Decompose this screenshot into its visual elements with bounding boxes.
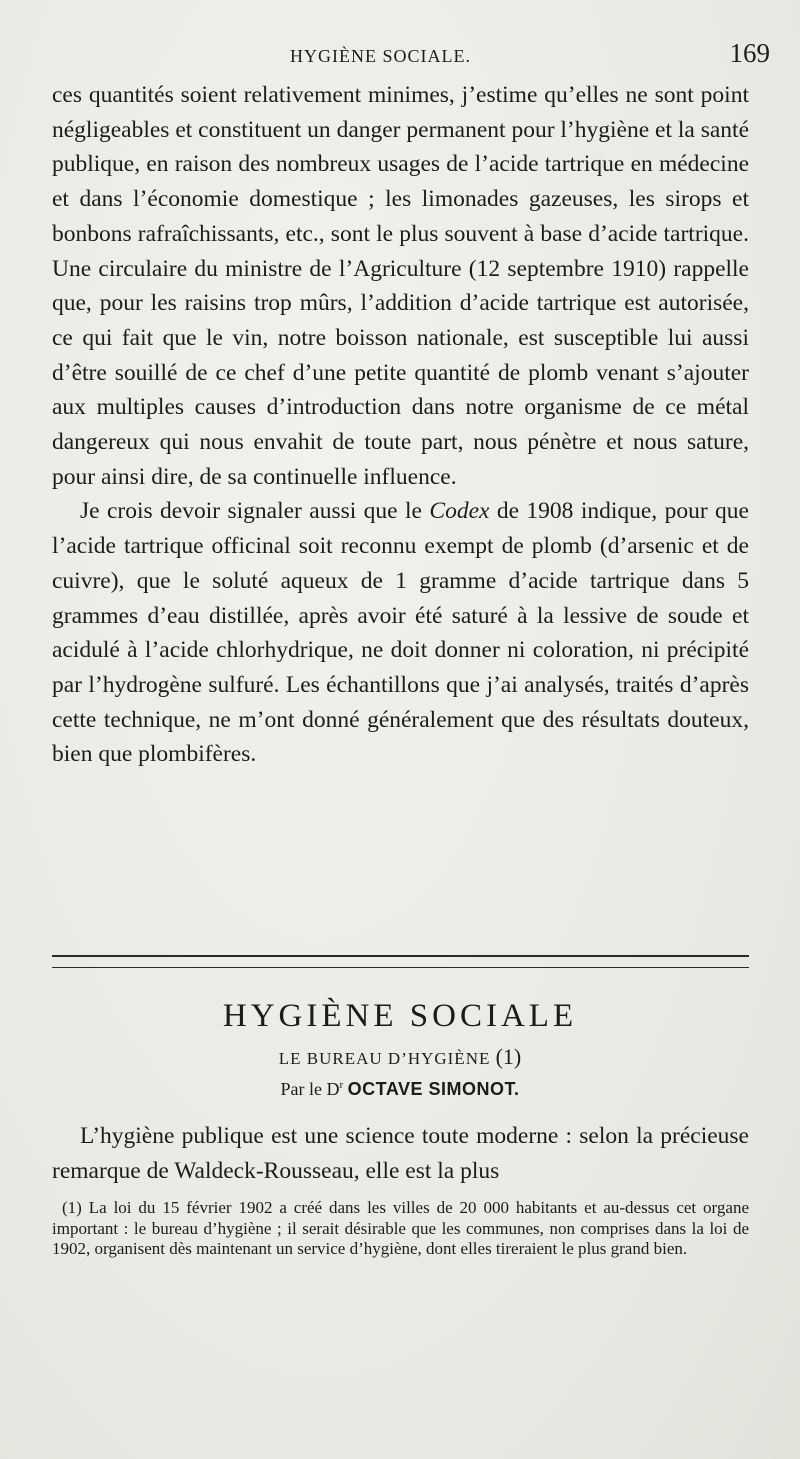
byline (0, 1079, 800, 1100)
footnote-marker: (1) (495, 1044, 522, 1069)
paragraph-codex (52, 494, 749, 772)
byline-prefix-text: Par le D (280, 1079, 340, 1099)
section-title: HYGIÈNE SOCIALE (222, 998, 578, 1034)
intro-paragraph: L’hygiène publique est une science toute moderne : selon la précieuse remarque de Waldeck-Rousseau, elle est la plus (52, 1123, 749, 1184)
paragraph-codex-rest: de 1908 indique, pour que l’acide tartrique officinal soit reconnu exempt de plomb (d’arsenic et de cuivre), que le soluté aqueux de 1 gramme d’acide tartrique dans 5 grammes d’eau distillée, après avoir été saturé à la lessive de soude et acidulé à l’acide chlorhydrique, ne doit donner ni coloration, ni précipité par l’hydrogène sulfuré. Les échantillons que j’ai analysés, traités d’après cette technique, ne m’ont donné généralement que des résultats douteux, bien que plombifères. (52, 498, 749, 768)
byline-superscript: r (339, 1079, 344, 1091)
author-name: OCTAVE SIMONOT. (347, 1079, 520, 1099)
continuation-text (52, 78, 749, 772)
section-divider-rule (52, 955, 749, 968)
section-subtitle (0, 1044, 800, 1070)
running-head (52, 38, 770, 72)
byline-prefix (281, 1079, 344, 1099)
footnote-text: (1) La loi du 15 février 1902 a créé dans les villes de 20 000 habitants et au-dessus cet organe important : le bureau d’hygiène ; il serait désirable que les communes, non comprises dans la loi de 1902, organisent dès maintenant un service d’hygiène, dont elles tireraient le plus grand bien. (52, 1198, 749, 1259)
running-title: HYGIÈNE SOCIALE. (290, 46, 471, 66)
paragraph-continued: ces quantités soient relativement minimes, j’estime qu’elles ne sont point négligeables et constituent un danger permanent pour l’hygiène et la santé publique, en raison des nombreux usages de l’acide tartrique en médecine et dans l’économie domestique ; les limonades gazeuses, les sirops et bonbons rafraîchissants, etc., sont le plus souvent à base d’acide tartrique. Une circulaire du ministre de l’Agriculture (12 septembre 1910) rappelle que, pour les raisins trop mûrs, l’addition d’acide tartrique est autorisée, ce qui fait que le vin, notre boisson nationale, est susceptible lui aussi d’être souillé de ce chef d’une petite quantité de plomb venant s’ajouter aux multiples causes d’introduction dans notre organisme de ce métal dangereux qui nous envahit de toute part, nous pénètre et nous sature, pour ainsi dire, de sa continuelle influence. (52, 82, 749, 490)
page-number: 169 (729, 38, 770, 68)
section-intro (52, 1119, 749, 1189)
paragraph-codex-start: Je crois devoir signaler aussi que le (80, 498, 430, 525)
codex-italic: Codex (429, 498, 490, 525)
section-subtitle-text: LE BUREAU D’HYGIÈNE (278, 1049, 491, 1068)
footnote (52, 1198, 749, 1260)
